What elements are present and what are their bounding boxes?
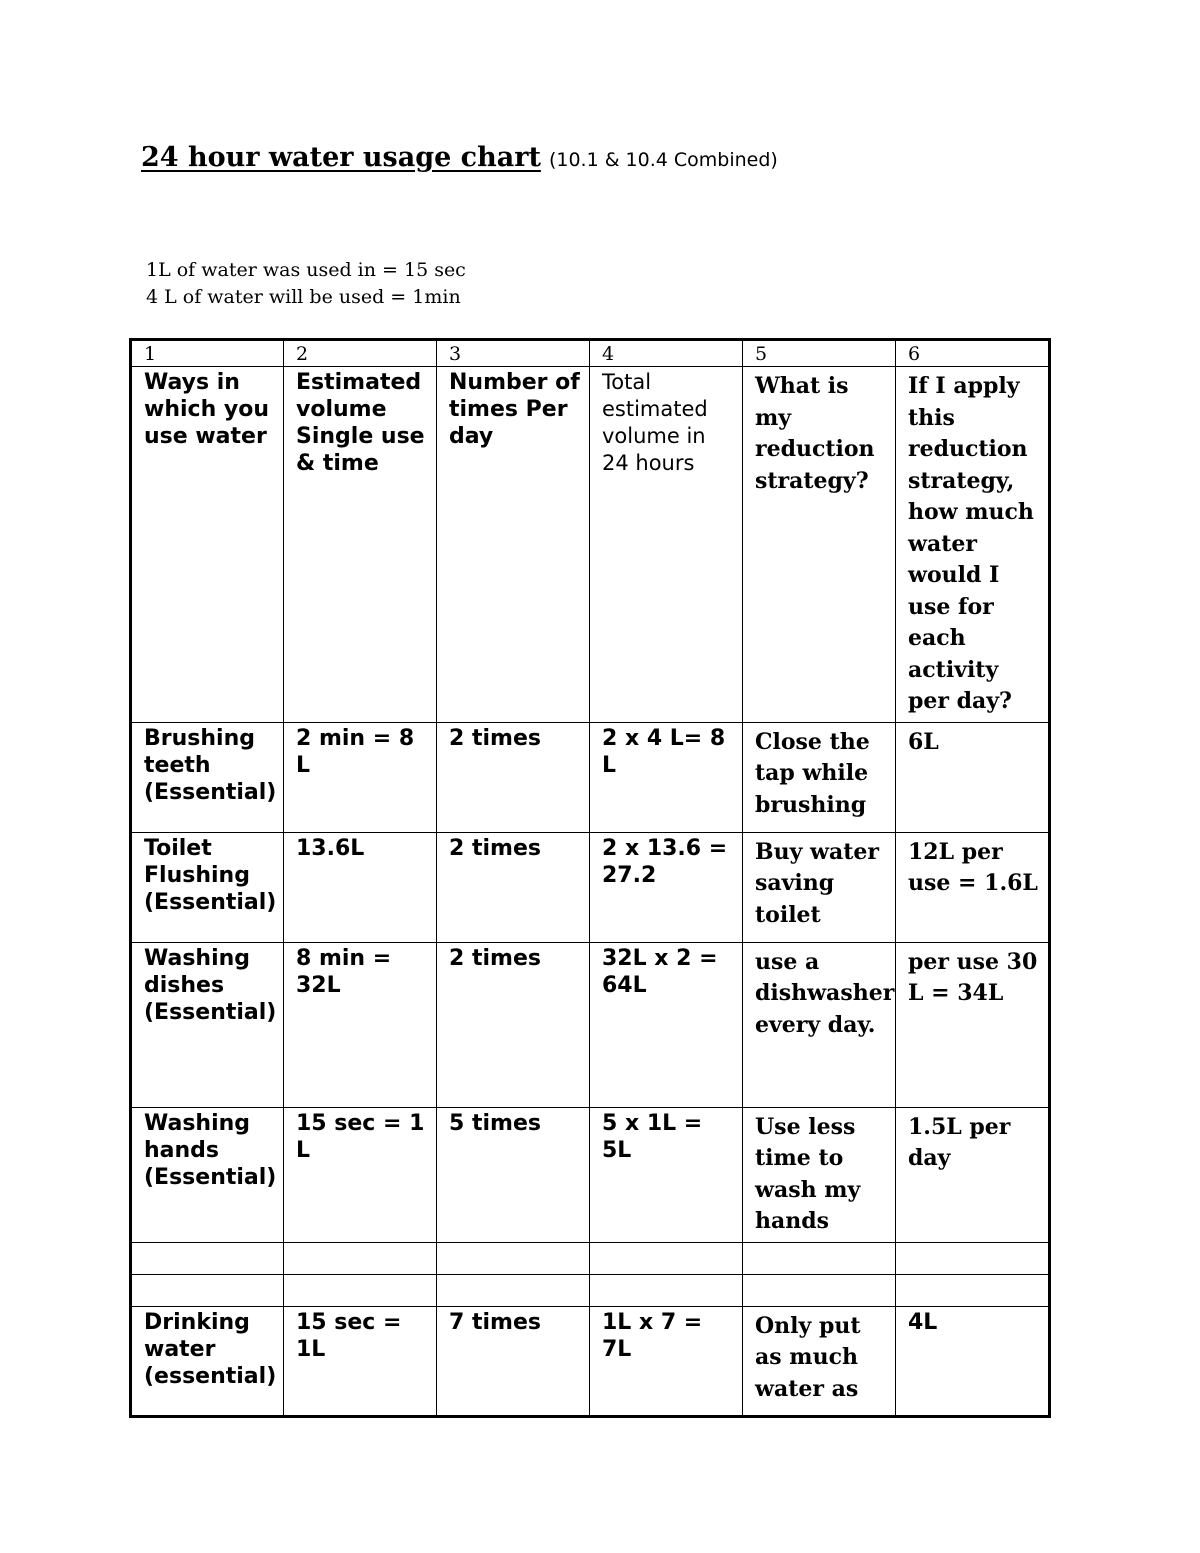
- table-cell: 2 x 13.6 = 27.2: [590, 832, 743, 942]
- header-cell: What is my reduction strategy?: [743, 367, 896, 723]
- table-cell: 12L per use = 1.6L: [896, 832, 1050, 942]
- table-cell: 13.6L: [284, 832, 437, 942]
- table-cell: 4L: [896, 1306, 1050, 1416]
- table-cell: 2 x 4 L= 8 L: [590, 722, 743, 832]
- table-cell: 2 times: [437, 832, 590, 942]
- column-number: 6: [896, 340, 1050, 367]
- empty-cell: [437, 1274, 590, 1306]
- empty-cell: [284, 1242, 437, 1274]
- page-title: [141, 142, 778, 173]
- table-cell: 5 x 1L = 5L: [590, 1107, 743, 1242]
- empty-row: [131, 1274, 1050, 1306]
- table-cell: Brushing teeth (Essential): [131, 722, 284, 832]
- table-cell: Washing hands (Essential): [131, 1107, 284, 1242]
- header-cell: Estimated volume Single use & time: [284, 367, 437, 723]
- note-line-1: 1L of water was used in = 15 sec: [146, 259, 466, 281]
- empty-cell: [743, 1242, 896, 1274]
- header-row: [131, 367, 1050, 723]
- table-cell: Toilet Flushing (Essential): [131, 832, 284, 942]
- header-cell: Ways in which you use water: [131, 367, 284, 723]
- water-usage-table: [129, 338, 1051, 1418]
- empty-cell: [131, 1274, 284, 1306]
- table-cell: Drinking water (essential): [131, 1306, 284, 1416]
- empty-cell: [590, 1242, 743, 1274]
- table-cell: Buy water saving toilet: [743, 832, 896, 942]
- table-cell: 1L x 7 = 7L: [590, 1306, 743, 1416]
- header-cell: Total estimated volume in 24 hours: [590, 367, 743, 723]
- table-cell: 15 sec = 1 L: [284, 1107, 437, 1242]
- table-row: [131, 1107, 1050, 1242]
- column-number: 5: [743, 340, 896, 367]
- table-row: [131, 1306, 1050, 1416]
- column-number: 4: [590, 340, 743, 367]
- table-cell: 2 times: [437, 942, 590, 1107]
- column-number: 2: [284, 340, 437, 367]
- empty-row: [131, 1242, 1050, 1274]
- table-cell: 6L: [896, 722, 1050, 832]
- table-cell: 1.5L per day: [896, 1107, 1050, 1242]
- title-subtitle: (10.1 & 10.4 Combined): [548, 149, 778, 171]
- table-cell: Washing dishes (Essential): [131, 942, 284, 1107]
- table-cell: Only put as much water as: [743, 1306, 896, 1416]
- table-cell: use a dishwasher every day.: [743, 942, 896, 1107]
- table-row: [131, 832, 1050, 942]
- table-cell: 2 min = 8 L: [284, 722, 437, 832]
- table-row: [131, 942, 1050, 1107]
- empty-cell: [896, 1274, 1050, 1306]
- table-cell: 8 min = 32L: [284, 942, 437, 1107]
- table-cell: Use less time to wash my hands: [743, 1107, 896, 1242]
- header-cell: If I apply this reduction strategy, how much water would I use for each activity per day?: [896, 367, 1050, 723]
- empty-cell: [590, 1274, 743, 1306]
- table-cell: per use 30 L = 34L: [896, 942, 1050, 1107]
- table-cell: 2 times: [437, 722, 590, 832]
- table-cell: 15 sec = 1L: [284, 1306, 437, 1416]
- column-number: 3: [437, 340, 590, 367]
- table-cell: 5 times: [437, 1107, 590, 1242]
- empty-cell: [131, 1242, 284, 1274]
- note-line-2: 4 L of water will be used = 1min: [146, 286, 461, 308]
- empty-cell: [437, 1242, 590, 1274]
- empty-cell: [284, 1274, 437, 1306]
- table-row: [131, 722, 1050, 832]
- header-cell: Number of times Per day: [437, 367, 590, 723]
- empty-cell: [896, 1242, 1050, 1274]
- table-cell: 7 times: [437, 1306, 590, 1416]
- table-cell: 32L x 2 = 64L: [590, 942, 743, 1107]
- empty-cell: [743, 1274, 896, 1306]
- column-number-row: [131, 340, 1050, 367]
- column-number: 1: [131, 340, 284, 367]
- title-main: 24 hour water usage chart: [141, 142, 541, 173]
- table-cell: Close the tap while brushing: [743, 722, 896, 832]
